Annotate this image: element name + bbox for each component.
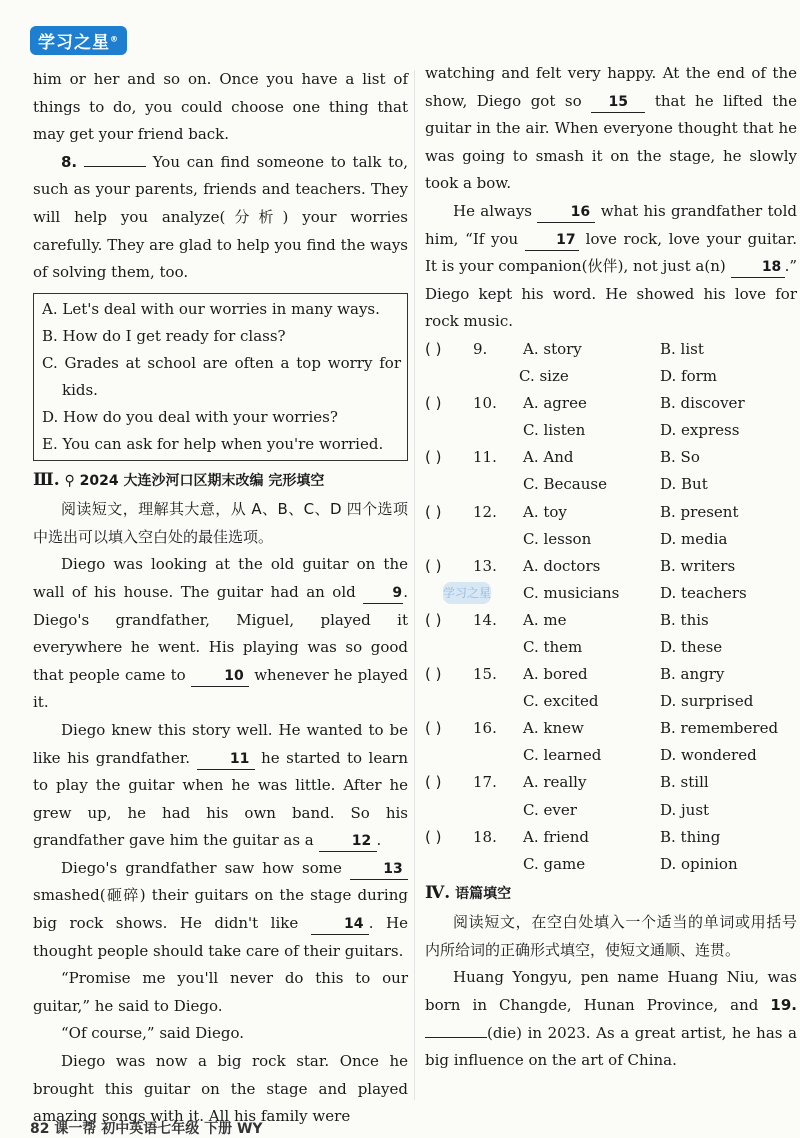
location-pin-icon: ⚲ xyxy=(59,472,80,489)
choice-list xyxy=(425,336,797,878)
section-4-instructions: 阅读短文，在空白处填入一个适当的单词或用括号内所给词的正确形式填空，使短文通顺、连贯。 xyxy=(425,913,797,960)
watermark: 学习之星 xyxy=(443,582,491,604)
blank-8[interactable] xyxy=(84,166,146,167)
question-8: 8. You can find someone to talk to, such as your parents, friends and teachers. They will help you analyze(分析) your worries carefully. They are glad to help you find the ways of solving them, too. xyxy=(33,152,409,282)
column-divider xyxy=(414,70,415,1100)
choice-row-15: ( ) 15. A. bored B. angry C. excited D. surprised xyxy=(425,665,754,711)
story-paragraph-3: Diego's grandfather saw how some 13 smashed(砸碎) their guitars on the stage during big rock shows. He didn't like 14 . He thought people should take care of their guitars. xyxy=(33,858,408,960)
choice-row-10: ( ) 10. A. agree B. discover C. listen D. express xyxy=(425,394,745,440)
options-box xyxy=(33,293,408,461)
option-e: E. You can ask for help when you're worried. xyxy=(42,434,384,453)
section-3-heading: Ⅲ. ⚲ 2024 大连沙河口区期末改编 完形填空 xyxy=(33,469,325,490)
blank-11[interactable]: 11 xyxy=(197,749,255,770)
brand-logo: 学习之星® xyxy=(30,26,127,55)
blank-10[interactable]: 10 xyxy=(191,666,249,687)
blank-18[interactable]: 18 xyxy=(731,257,785,278)
page-footer: 82 课一帮 初中英语七年级 下册 WY xyxy=(30,1121,263,1137)
story-paragraph-6: Diego was now a big rock star. Once he brought this guitar on the stage and played amazing songs with it. All his family were xyxy=(33,1052,408,1126)
section-4-heading: Ⅳ. 语篇填空 xyxy=(425,882,512,903)
section-4-paragraph: Huang Yongyu, pen name Huang Niu, was born in Changde, Hunan Province, and 19.(die) in 2023. As a great artist, he has a big influence on the art of China. xyxy=(425,968,797,1070)
story-paragraph-1: Diego was looking at the old guitar on the wall of his house. The guitar had an old 9. Diego's grandfather, Miguel, played it everywhere he went. His playing was so good that people came to 10 whenever he played it. xyxy=(33,555,408,712)
right-column xyxy=(425,60,797,1075)
choice-row-12: ( ) 12. A. toy B. present C. lesson D. media xyxy=(425,502,739,548)
story-paragraph-2: Diego knew this story well. He wanted to be like his grandfather. 11 he started to learn to play the guitar when he was little. After he grew up, he had his own band. So his grandfather gave him the guitar as a 12 . xyxy=(33,717,408,855)
choice-row-14: ( ) 14. A. me B. this C. them D. these xyxy=(425,610,723,656)
option-b: B. How do I get ready for class? xyxy=(42,326,286,345)
choice-row-9: ( ) 9. A. story B. list C. size D. form xyxy=(425,339,718,386)
choice-row-18: ( ) 18. A. friend B. thing C. game D. opinion xyxy=(425,827,738,873)
blank-17[interactable]: 17 xyxy=(525,230,579,251)
blank-15[interactable]: 15 xyxy=(591,92,645,113)
intro-paragraph: him or her and so on. Once you have a list of things to do, you could choose one thing that may get your friend back. xyxy=(33,70,408,144)
blank-14[interactable]: 14 xyxy=(311,914,369,935)
choice-row-13: ( ) 13. A. doctors B. writers C. musicians D. teachers xyxy=(425,556,747,602)
choice-row-17: ( ) 17. A. really B. still C. ever D. just xyxy=(425,773,710,819)
option-a: A. Let's deal with our worries in many ways. xyxy=(42,299,380,318)
option-d: D. How do you deal with your worries? xyxy=(42,407,338,426)
option-c: C. Grades at school are often a top worry for kids. xyxy=(42,353,401,399)
story-paragraph-7: watching and felt very happy. At the end of the show, Diego got so 15 that he lifted the guitar in the air. When everyone thought that he was going to smash it on the stage, he slowly took a bow. xyxy=(425,64,797,193)
choice-row-11: ( ) 11. A. And B. So C. Because D. But xyxy=(425,448,708,494)
blank-9[interactable]: 9 xyxy=(363,583,403,604)
choice-row-16: ( ) 16. A. knew B. remembered C. learned D. wondered xyxy=(425,719,779,765)
story-paragraph-5: “Of course,” said Diego. xyxy=(61,1024,244,1043)
blank-16[interactable]: 16 xyxy=(537,202,595,223)
blank-12[interactable]: 12 xyxy=(319,831,377,852)
left-column xyxy=(33,66,408,1131)
blank-19[interactable] xyxy=(425,1037,487,1038)
blank-13[interactable]: 13 xyxy=(350,859,408,880)
story-paragraph-4: “Promise me you'll never do this to our guitar,” he said to Diego. xyxy=(33,969,408,1015)
story-paragraph-8: He always 16 what his grandfather told him, “If you 17 love rock, love your guitar. It is your companion(伙伴), not just a(n) 18 .” Diego kept his word. He showed his love for rock music. xyxy=(425,201,797,331)
section-3-instructions: 阅读短文，理解其大意，从 A、B、C、D 四个选项中选出可以填入空白处的最佳选项。 xyxy=(33,500,408,547)
